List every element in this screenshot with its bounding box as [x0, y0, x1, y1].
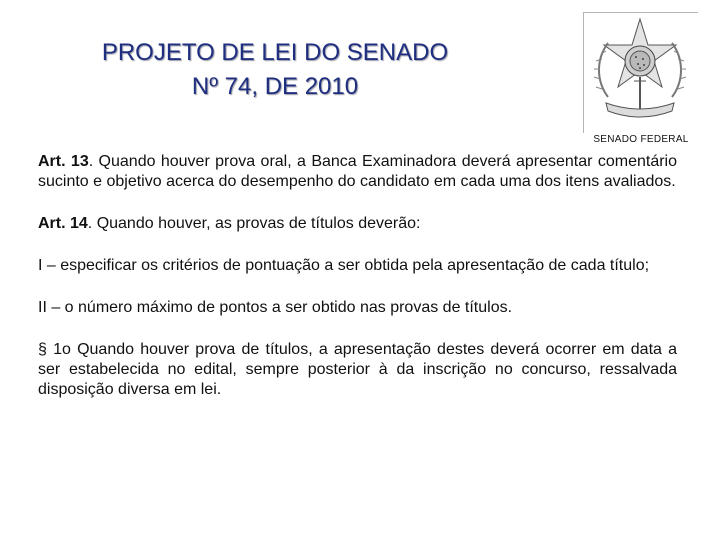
article-text: . Quando houver prova oral, a Banca Examinadora deverá apresentar comentário sucinto e objetivo acerca do desempenho do candidato em cada uma dos itens avaliados. — [38, 153, 678, 190]
article-13 — [38, 152, 677, 192]
seal-caption: SENADO FEDERAL — [593, 134, 689, 145]
article-text: . Quando houver, as provas de títulos deverão: — [87, 215, 421, 232]
paragraph-1: § 1o Quando houver prova de títulos, a apresentação destes deverá ocorrer em data a ser estabelecida no edital, sempre posterior à da inscrição no concurso, ressalvada disposição diversa em lei. — [38, 341, 677, 398]
item-ii: II – o número máximo de pontos a ser obtido nas provas de títulos. — [38, 299, 513, 316]
article-label: Art. 14 — [38, 215, 88, 232]
article-label: Art. 13 — [38, 153, 89, 170]
title-line-2: Nº 74, DE 2010 — [191, 73, 359, 100]
document-title — [60, 36, 490, 104]
item-i: I – especificar os critérios de pontuação a ser obtida pela apresentação de cada título; — [38, 257, 650, 274]
document-body — [38, 152, 677, 422]
seal-frame — [583, 12, 698, 133]
article-14 — [38, 214, 677, 234]
brazil-coat-of-arms-icon — [588, 15, 692, 127]
title-line-1: PROJETO DE LEI DO SENADO — [101, 39, 449, 66]
